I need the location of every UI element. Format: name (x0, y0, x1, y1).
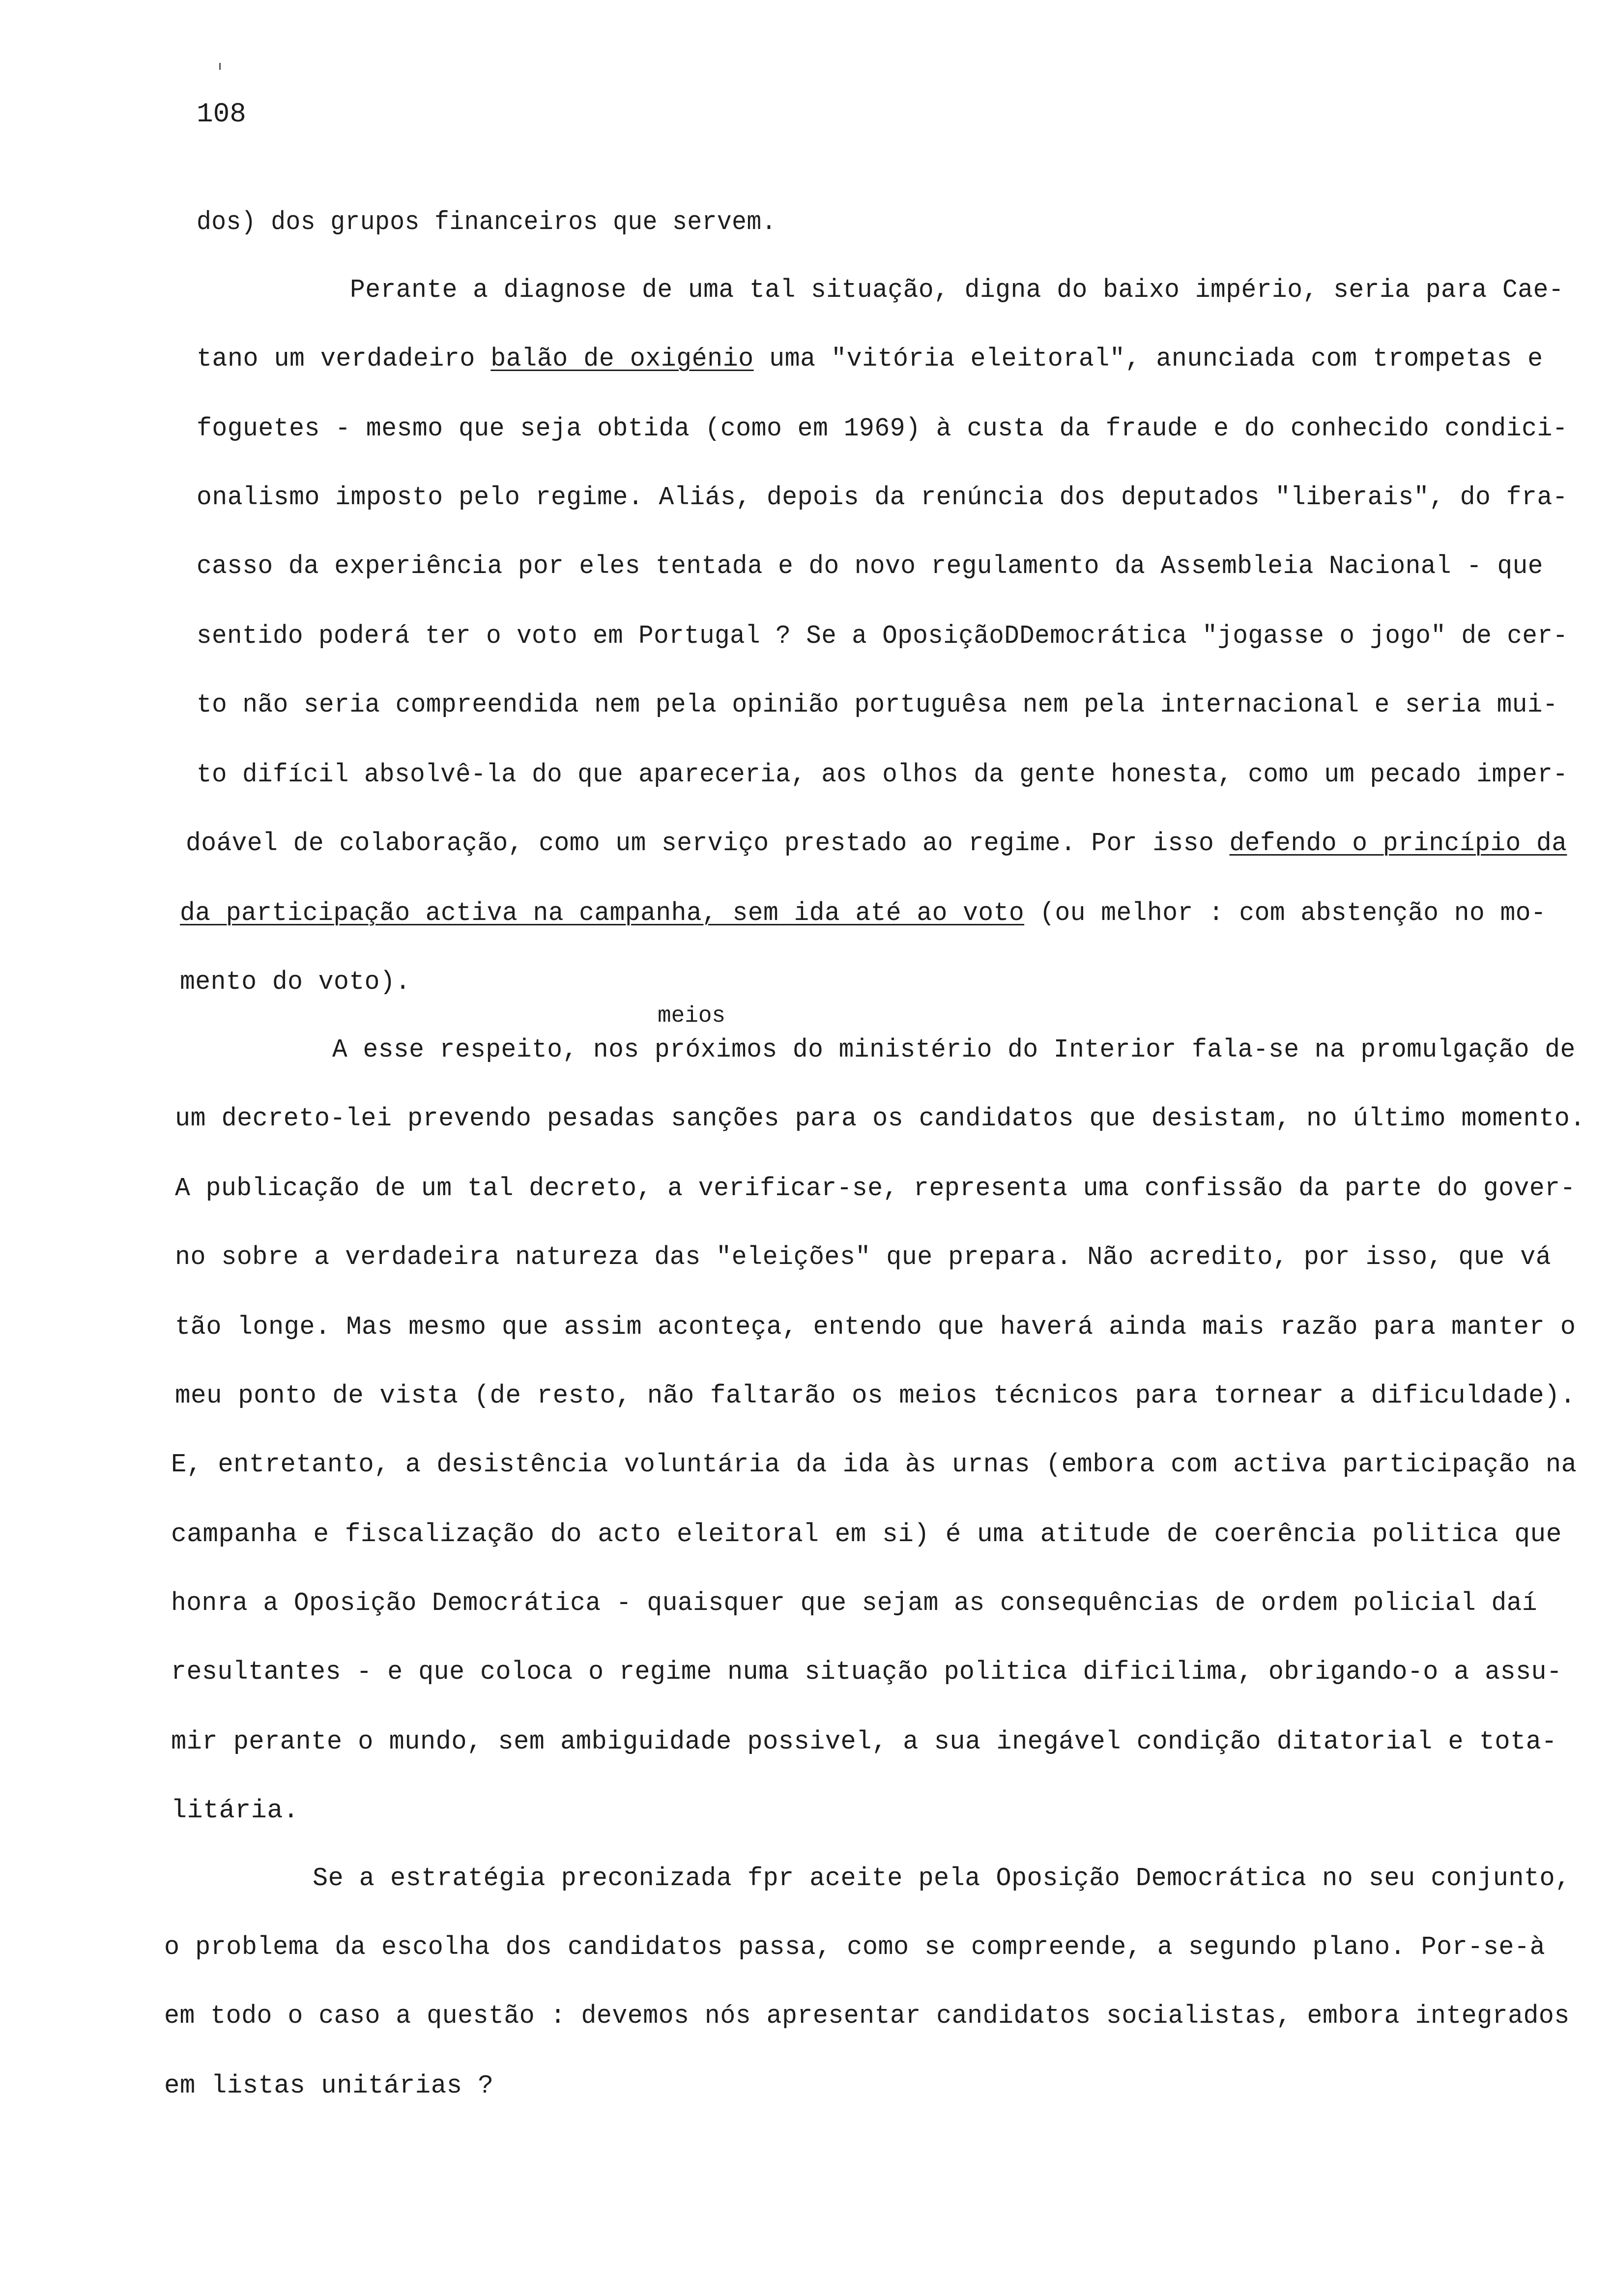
text-run: mir perante o mundo, sem ambiguidade possivel, a sua inegável condição ditatorial e tota- (171, 1727, 1557, 1756)
text-run: casso da experiência por eles tentada e do novo regulamento da Assembleia Nacional - que (197, 551, 1543, 581)
text-run: foguetes - mesmo que seja obtida (como em 1969) à custa da fraude e do conhecido condici- (197, 414, 1568, 443)
text-line (186, 824, 1567, 863)
text-run: mento do voto). (180, 967, 411, 997)
text-run: (ou melhor : com abstenção no mo- (1024, 898, 1547, 928)
text-run: sentido poderá ter o voto em Portugal ? Se a OposiçãoDDemocrática "jogasse o jogo" de cer- (197, 621, 1568, 651)
text-line (197, 685, 1558, 724)
text-run: campanha e fiscalização do acto eleitoral em si) é uma atitude de coerência politica que (171, 1520, 1562, 1549)
text-line (197, 339, 1543, 378)
text-run: A esse respeito, nos próximos do ministério do Interior fala-se na promulgação de (332, 1035, 1576, 1064)
text-run: uma "vitória eleitoral", anunciada com trompetas e (753, 344, 1543, 373)
text-run: Se a estratégia preconizada fpr aceite pela Oposição Democrática no seu conjunto, (313, 1864, 1571, 1893)
text-run: E, entretanto, a desistência voluntária da ida às urnas (embora com activa participação na (171, 1450, 1577, 1479)
text-line (164, 1927, 1545, 1967)
underlined-passage: da participação activa na campanha, sem ida até ao voto (180, 898, 1025, 928)
underlined-passage: balão de oxigénio (490, 344, 754, 373)
text-run: litária. (171, 1796, 299, 1825)
text-line (171, 1791, 299, 1830)
text-line (171, 1445, 1577, 1484)
text-line (197, 202, 777, 242)
paper-mark (219, 63, 221, 70)
text-line (171, 1515, 1562, 1554)
text-line (175, 1376, 1576, 1415)
text-line (197, 478, 1568, 517)
text-run: honra a Oposição Democrática - quaisquer que sejam as consequências de ordem policial daí (171, 1588, 1538, 1618)
text-line (197, 616, 1568, 656)
text-line (164, 1996, 1570, 2036)
text-run: resultantes - e que coloca o regime numa situação politica dificilima, obrigando-o a assu- (171, 1657, 1562, 1687)
text-run: em todo o caso a questão : devemos nós apresentar candidatos socialistas, embora integrados (164, 2001, 1570, 2031)
text-run: meu ponto de vista (de resto, não faltarão os meios técnicos para tornear a dificuldade). (175, 1381, 1576, 1410)
text-line (350, 270, 1564, 310)
text-run: A publicação de um tal decreto, a verificar-se, representa uma confissão da parte do gover- (175, 1174, 1576, 1203)
text-line (197, 409, 1568, 448)
text-line (197, 755, 1568, 794)
text-line (175, 1169, 1576, 1208)
text-run: tano um verdadeiro (197, 344, 491, 373)
text-line (332, 1030, 1576, 1069)
page-number: 108 (197, 98, 246, 130)
text-run: em listas unitárias ? (164, 2071, 494, 2100)
text-line (180, 893, 1546, 933)
text-run: to não seria compreendida nem pela opinião portuguêsa nem pela internacional e seria mui- (197, 690, 1558, 719)
text-run: doável de colaboração, como um serviço prestado ao regime. Por isso (186, 829, 1230, 858)
text-run: onalismo imposto pelo regime. Aliás, depois da renúncia dos deputados "liberais", do fra- (197, 483, 1568, 512)
text-run: o problema da escolha dos candidatos passa, como se compreende, a segundo plano. Por-se-à (164, 1932, 1546, 1962)
text-run: um decreto-lei prevendo pesadas sanções para os candidatos que desistam, no último momento. (175, 1104, 1585, 1133)
interlinear-insertion: meios (658, 1003, 726, 1029)
text-line (171, 1583, 1537, 1623)
text-line (197, 546, 1543, 586)
text-line (175, 1237, 1551, 1277)
text-run: dos) dos grupos financeiros que servem. (197, 207, 777, 237)
underlined-passage: defendo o princípio da (1229, 829, 1567, 858)
text-line (171, 1722, 1557, 1761)
text-run: to difícil absolvê-la do que apareceria, aos olhos da gente honesta, como um pecado imper- (197, 760, 1568, 789)
text-run: no sobre a verdadeira natureza das "eleições" que prepara. Não acredito, por isso, que vá (175, 1242, 1552, 1272)
text-line (171, 1652, 1562, 1692)
text-line (175, 1099, 1585, 1138)
text-line (175, 1307, 1576, 1347)
text-line (313, 1859, 1571, 1898)
text-line (164, 2066, 493, 2105)
text-line (180, 962, 411, 1002)
text-run: Perante a diagnose de uma tal situação, digna do baixo império, seria para Cae- (350, 275, 1564, 305)
text-run: tão longe. Mas mesmo que assim aconteça, entendo que haverá ainda mais razão para manter o (175, 1312, 1576, 1342)
